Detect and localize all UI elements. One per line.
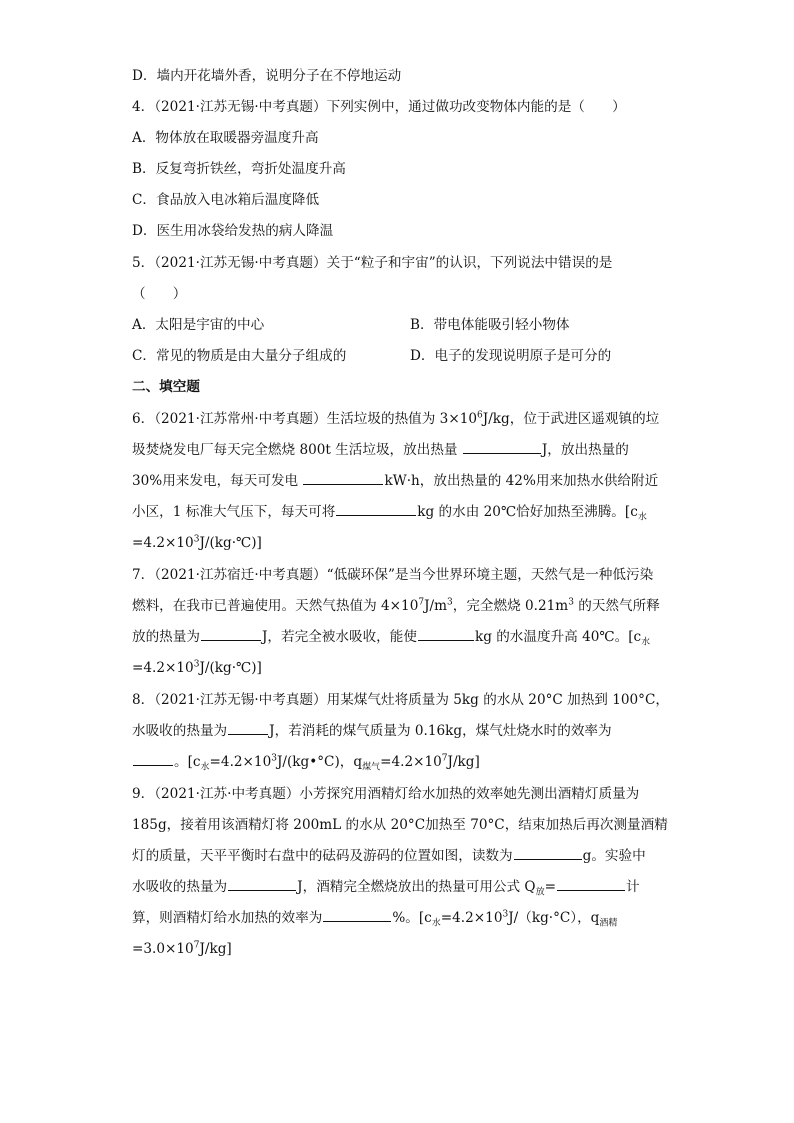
q5-option-d: D．电子的发现说明原子是可分的 — [410, 348, 612, 364]
q8-sub: 水 — [200, 762, 210, 773]
q7-text: ，完全燃烧 0.21m — [452, 598, 569, 614]
q8-text: J，若消耗的煤气质量为 0.16kg，煤气灶烧水时的效率为 — [269, 723, 612, 739]
q3-option-d: D．墙内开花墙外香，说明分子在不停地运动 — [132, 68, 402, 84]
q5-option-a: A．太阳是宇宙的中心 — [132, 317, 265, 333]
q9-line-1: 9．（2021·江苏·中考真题）小芳探究用酒精灯给水加热的效率她先测出酒精灯质量为 — [132, 786, 640, 802]
q9-line-5 — [132, 907, 617, 929]
q7-line-4 — [132, 657, 262, 679]
q9-text: %。[c — [392, 910, 432, 926]
q8-blank-1[interactable] — [228, 720, 268, 735]
q4-option-a: A．物体放在取暖器旁温度升高 — [132, 130, 319, 146]
q7-line-3 — [132, 626, 650, 648]
q4-option-d: D．医生用冰袋给发热的病人降温 — [132, 223, 334, 239]
q8-sub: 煤气 — [362, 762, 381, 773]
q9-line-2: 185g，接着用该酒精灯将 200mL 的水从 20°C加热至 70°C，结束加热后再次测量酒精 — [132, 817, 668, 833]
q7-text: 燃料，在我市已普遍使用。天然气热值为 4×10 — [132, 598, 419, 614]
q9-blank-4[interactable] — [323, 907, 391, 922]
q6-line-2 — [132, 439, 629, 461]
q6-sub: 水 — [637, 512, 647, 523]
q9-text: J，酒精完全燃烧放出的热量可用公式 Q — [297, 879, 536, 895]
q4-stem: 4．（2021·江苏无锡·中考真题）下列实例中，通过做功改变物体内能的是（ ） — [132, 99, 626, 115]
q8-blank-2[interactable] — [133, 751, 173, 766]
q9-text: =4.2×10 — [440, 910, 503, 926]
q7-line-2 — [132, 595, 660, 617]
q5-paren: （ ） — [132, 286, 187, 302]
q8-line-3 — [132, 751, 480, 773]
q8-text: 水吸收的热量为 — [132, 723, 228, 739]
q9-text: =3.0×10 — [132, 941, 194, 957]
q7-sub: 水 — [641, 637, 651, 648]
q9-text: 灯的质量，天平平衡时右盘中的砝码及游码的位置如图，读数为 — [132, 848, 513, 864]
q6-text: 6．（2021·江苏常州·中考真题）生活垃圾的热值为 3×10 — [132, 411, 478, 427]
q9-sub: 水 — [431, 918, 441, 929]
q7-blank-1[interactable] — [201, 626, 261, 641]
q9-exp: 3 — [502, 909, 509, 920]
q5-options-row1 — [132, 314, 652, 336]
q5-stem: 5．（2021·江苏无锡·中考真题）关于“粒子和宇宙”的认识，下列说法中错误的是 — [132, 255, 613, 271]
q8-text: 。[c — [174, 754, 201, 770]
q4-option-b: B．反复弯折铁丝，弯折处温度升高 — [132, 161, 346, 177]
q6-line-4 — [132, 501, 647, 523]
q7-text: J，若完全被水吸收，能使 — [261, 629, 417, 645]
q6-exp: 6 — [477, 410, 483, 421]
q5-option-b: B．带电体能吸引轻小物体 — [410, 317, 570, 333]
section-title: 二、填空题 — [132, 379, 200, 395]
q4-option-c: C．食品放入电冰箱后温度降低 — [132, 192, 320, 208]
q6-text: 30%用来发电，每天可发电 — [132, 473, 299, 489]
q6-text: 小区，1 标准大气压下，每天可将 — [132, 504, 336, 520]
q7-exp: 3 — [193, 659, 200, 670]
q6-text: J/(kg·℃)] — [199, 535, 262, 551]
q6-exp: 3 — [193, 534, 200, 545]
q6-text: 圾焚烧发电厂每天完全燃烧 800t 生活垃圾，放出热量 — [132, 442, 458, 458]
q7-exp: 3 — [447, 597, 453, 608]
q7-blank-2[interactable] — [418, 626, 474, 641]
q7-line-1: 7．（2021·江苏宿迁·中考真题）“低碳环保”是当今世界环境主题，天然气是一种低污染 — [132, 567, 654, 583]
q9-text: = — [544, 879, 556, 895]
q7-text: =4.2×10 — [132, 660, 194, 676]
q9-line-6 — [132, 938, 232, 960]
q8-line-1: 8．（2021·江苏无锡·中考真题）用某煤气灶将质量为 5kg 的水从 20°C 加热到 100°C， — [132, 692, 669, 708]
q9-text: 计 — [625, 879, 640, 895]
q7-text: J/m — [424, 598, 447, 614]
q6-line-5 — [132, 532, 262, 554]
q9-exp: 7 — [193, 940, 200, 951]
q7-exp: 3 — [568, 597, 574, 608]
q8-text: J/kg] — [447, 754, 480, 770]
q7-text: 放的热量为 — [132, 629, 200, 645]
q9-text: 算，则酒精灯给水加热的效率为 — [132, 910, 323, 926]
q9-line-4 — [132, 876, 640, 898]
q7-text: kg 的水温度升高 40℃。[c — [474, 629, 642, 645]
q6-blank-1[interactable] — [463, 439, 541, 454]
q8-text: J/(kg•°C)，q — [276, 754, 363, 770]
q6-line-1 — [132, 408, 659, 430]
q6-line-3 — [132, 470, 658, 492]
q7-text: 的天然气所释 — [573, 598, 660, 614]
q8-text: =4.2×10 — [380, 754, 442, 770]
q8-exp: 7 — [441, 753, 448, 764]
q9-text: g。实验中 — [582, 848, 646, 864]
q9-blank-2[interactable] — [228, 876, 296, 891]
q9-sub: 酒精 — [599, 918, 618, 929]
q8-text: =4.2×10 — [209, 754, 272, 770]
q7-exp: 7 — [418, 597, 425, 608]
q9-text: 水吸收的热量为 — [132, 879, 228, 895]
q6-text: J/kg，位于武进区遥观镇的垃 — [482, 411, 660, 427]
q9-line-3 — [132, 845, 646, 867]
q9-text: J/kg] — [199, 941, 232, 957]
q6-text: kW·h，放出热量的 42%用来加热水供给附近 — [384, 473, 659, 489]
q5-option-c: C．常见的物质是由大量分子组成的 — [132, 348, 347, 364]
q8-line-2 — [132, 720, 612, 742]
q6-text: =4.2×10 — [132, 535, 194, 551]
q9-blank-1[interactable] — [514, 845, 582, 860]
q5-options-row2 — [132, 345, 652, 367]
q6-blank-3[interactable] — [336, 501, 416, 516]
q6-blank-2[interactable] — [303, 470, 383, 485]
q7-text: J/(kg·℃)] — [199, 660, 262, 676]
q9-text: J/（kg·°C），q — [508, 910, 600, 926]
q9-blank-3[interactable] — [557, 876, 625, 891]
q6-text: J，放出热量的 — [541, 442, 629, 458]
q9-sub: 放 — [535, 887, 545, 898]
q8-exp: 3 — [271, 753, 277, 764]
q6-text: kg 的水由 20℃恰好加热至沸腾。[c — [417, 504, 638, 520]
